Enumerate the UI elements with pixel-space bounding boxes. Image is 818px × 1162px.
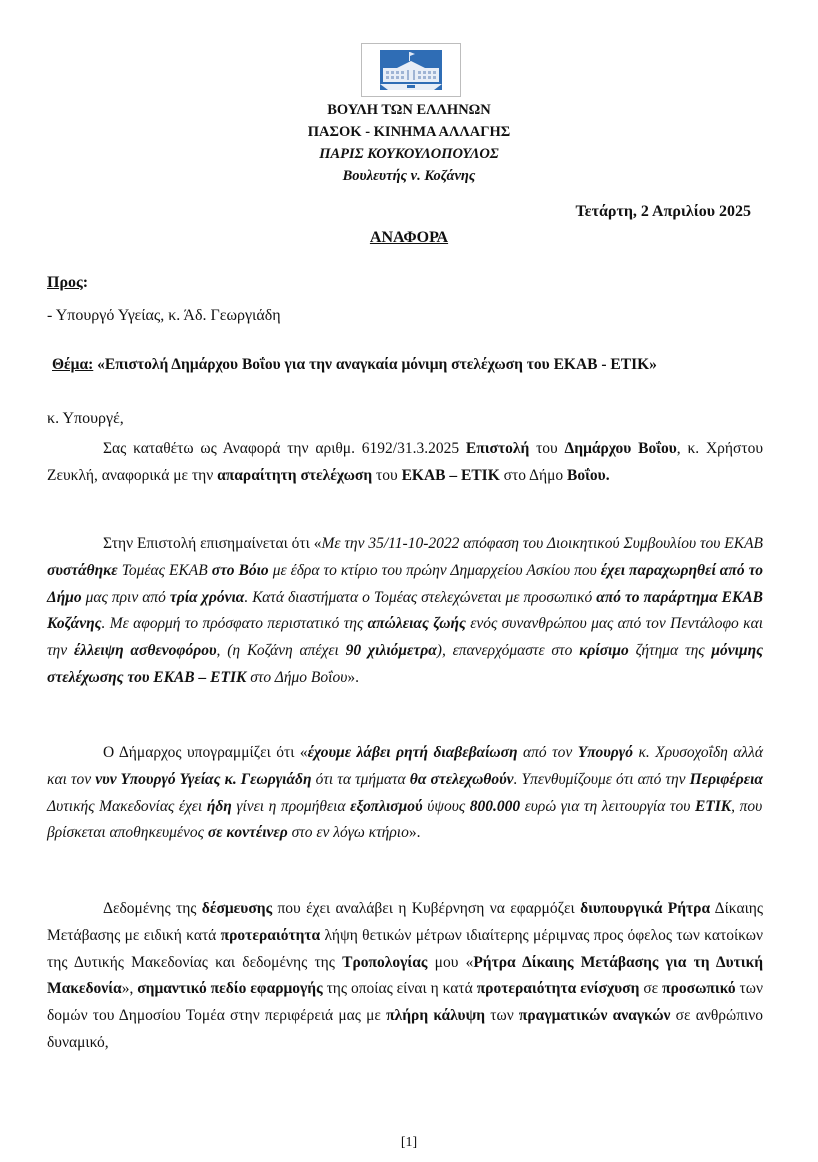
text-run: . Κατά διαστήματα ο Τομέας στελεχώνεται με προσωπικό: [244, 588, 597, 606]
to-label-text: Προς: [47, 274, 83, 291]
text-run: των δομών του Δημοσίου Τομέα στην περιφέρειά μας με: [47, 980, 763, 1025]
greeting: κ. Υπουργέ,: [47, 410, 124, 427]
text-run: τρία χρόνια: [169, 588, 245, 606]
text-run: . Υπενθυμίζουμε ότι από την: [513, 770, 690, 788]
text-run: απώλειας ζωής: [367, 615, 466, 633]
text-run: 800.000: [469, 797, 521, 815]
text-run: 90 χιλιόμετρα: [345, 642, 437, 660]
header-mp-name: ΠΑΡΙΣ ΚΟΥΚΟΥΛΟΠΟΥΛΟΣ: [319, 146, 499, 162]
page-number: [1]: [400, 1135, 418, 1150]
text-run: μου «: [427, 953, 474, 971]
recipient: - Υπουργό Υγείας, κ. Άδ. Γεωργιάδη: [47, 307, 281, 324]
text-run: έλλειψη ασθενοφόρου: [73, 642, 217, 660]
text-run: πλήρη κάλυψη: [386, 1007, 486, 1025]
text-run: στο Δήμο Βοΐου: [246, 668, 348, 686]
text-run: Επιστολή: [465, 440, 530, 457]
text-run: των: [485, 1007, 519, 1025]
paragraph-2: [47, 531, 763, 692]
text-run: Τομέας ΕΚΑΒ: [117, 561, 212, 579]
to-label: [47, 274, 88, 292]
text-run: ΕΤΙΚ: [694, 797, 732, 815]
text-run: κρίσιμο: [579, 642, 629, 660]
paragraph-4-text: [47, 896, 763, 1057]
text-run: Σας καταθέτω ως Αναφορά την αριθμ. 6192/31.3.2025: [103, 440, 466, 457]
text-run: του: [372, 466, 402, 484]
text-run: »,: [121, 980, 138, 998]
text-run: από τον: [517, 744, 578, 761]
text-run: κ. Χρυσοχοΐδη αλλά και τον: [47, 744, 763, 788]
text-run: Δημάρχου Βοΐου: [564, 440, 677, 457]
subject-label: Θέμα:: [52, 356, 94, 373]
paragraph-1: [47, 436, 763, 490]
text-run: πραγματικών αναγκών: [518, 1007, 671, 1025]
text-run: προτεραιότητα ενίσχυση: [476, 980, 640, 998]
text-run: λήψη θετικών μέτρων ιδιαίτερης μέριμνας προς όφελος των κατοίκων της Δυτικής Μακεδονίας και δεδομένης της: [47, 926, 764, 971]
text-run: της οποίας είναι η κατά: [322, 980, 477, 998]
text-run: δέσμευσης: [201, 900, 273, 917]
text-run: , κ. Χρήστου Ζευκλή, αναφορικά με την: [47, 440, 763, 484]
document-title: ΑΝΑΦΟΡΑ: [369, 229, 449, 246]
text-run: σε κοντέινερ: [207, 824, 288, 842]
text-run: μας πριν από: [81, 588, 170, 606]
text-run: Υπουργό: [577, 744, 633, 761]
text-run: έχει παραχωρηθεί από το Δήμο: [47, 561, 763, 606]
text-run: ζήτημα της: [628, 642, 712, 660]
text-run: Ο Δήμαρχος υπογραμμίζει ότι «: [103, 744, 308, 761]
text-run: στο Δήμο: [499, 466, 568, 484]
text-run: από το παράρτημα ΕΚΑΒ Κοζάνης: [47, 588, 764, 633]
paragraph-3-text: [47, 740, 763, 847]
text-run: θα στελεχωθούν: [409, 770, 514, 788]
text-run: ».: [408, 824, 421, 842]
text-run: . Με αφορμή το πρόσφατο περιστατικό της: [101, 615, 368, 633]
text-run: προσωπικό: [662, 980, 736, 998]
text-run: Βοΐου.: [567, 466, 610, 484]
text-run: ενός συνανθρώπου μας από τον Πεντάλοφο και την: [47, 615, 764, 660]
text-run: γίνει η προμήθεια: [231, 797, 351, 815]
parliament-logo: [361, 43, 461, 97]
text-run: σημαντικό πεδίο εφαρμογής: [137, 980, 323, 998]
text-run: ευρώ για τη λειτουργία του: [520, 797, 695, 815]
text-run: Στην Επιστολή επισημαίνεται ότι «: [103, 535, 322, 552]
text-run: Δίκαιης Μετάβασης με ειδική κατά: [47, 900, 763, 944]
subject-text: «Επιστολή Δημάρχου Βοΐου για την αναγκαία μόνιμη στελέχωση του ΕΚΑΒ - ΕΤΙΚ»: [97, 356, 657, 373]
text-run: , (η Κοζάνη απέχει: [216, 642, 346, 660]
text-run: εξοπλισμού: [350, 797, 423, 815]
text-run: Με την 35/11-10-2022 απόφαση του Διοικητικού Συμβουλίου του ΕΚΑΒ: [321, 535, 764, 552]
text-run: ήδη: [206, 797, 232, 815]
text-run: ΕΚΑΒ – ΕΤΙΚ: [401, 466, 500, 484]
text-run: ότι τα τμήματα: [311, 770, 410, 788]
text-run: Δεδομένης της: [103, 900, 202, 917]
text-run: ».: [347, 668, 359, 686]
header-party: ΠΑΣΟΚ - ΚΙΝΗΜΑ ΑΛΛΑΓΗΣ: [307, 124, 511, 140]
to-colon: :: [82, 274, 89, 291]
text-run: ύψους: [422, 797, 470, 815]
text-run: Τροπολογίας: [342, 953, 428, 971]
text-run: στο εν λόγω κτήριο: [287, 824, 409, 842]
text-run: με έδρα το κτίριο του πρώην Δημαρχείου Ασκίου που: [268, 561, 601, 579]
header-parliament: ΒΟΥΛΗ ΤΩΝ ΕΛΛΗΝΩΝ: [327, 102, 491, 118]
text-run: σε ανθρώπινο δυναμικό,: [47, 1007, 763, 1051]
text-run: συστάθηκε: [47, 561, 118, 579]
text-run: έχουμε λάβει ρητή διαβεβαίωση: [307, 744, 518, 761]
text-run: του: [529, 440, 565, 457]
text-run: διυπουργικά Ρήτρα: [580, 900, 711, 917]
text-run: νυν Υπουργό Υγείας κ. Γεωργιάδη: [95, 770, 312, 788]
text-run: μόνιμης στελέχωσης του ΕΚΑΒ – ΕΤΙΚ: [47, 642, 763, 686]
text-run: Δυτικής Μακεδονίας έχει: [47, 797, 207, 815]
document-date: Τετάρτη, 2 Απριλίου 2025: [575, 203, 751, 220]
text-run: , που βρίσκεται αποθηκευμένος: [47, 797, 763, 842]
paragraph-4: [47, 896, 763, 1057]
paragraph-2-text: [47, 531, 763, 692]
header-mp-title: Βουλευτής ν. Κοζάνης: [342, 168, 476, 184]
parliament-building-icon: [362, 44, 460, 96]
subject-line: [52, 356, 657, 374]
text-run: ), επανερχόμαστε στο: [436, 642, 580, 660]
text-run: Ρήτρα Δίκαιης Μετάβασης για τη Δυτική Μακεδονία: [47, 953, 764, 998]
text-run: σε: [639, 980, 663, 998]
paragraph-3: [47, 740, 763, 847]
paragraph-1-text: [47, 436, 763, 490]
text-run: προτεραιότητα: [220, 926, 321, 944]
text-run: στο Βόιο: [211, 561, 269, 579]
text-run: Περιφέρεια: [689, 770, 764, 788]
text-run: που έχει αναλάβει η Κυβέρνηση να εφαρμόζει: [272, 900, 581, 917]
text-run: απαραίτητη στελέχωση: [217, 466, 373, 484]
